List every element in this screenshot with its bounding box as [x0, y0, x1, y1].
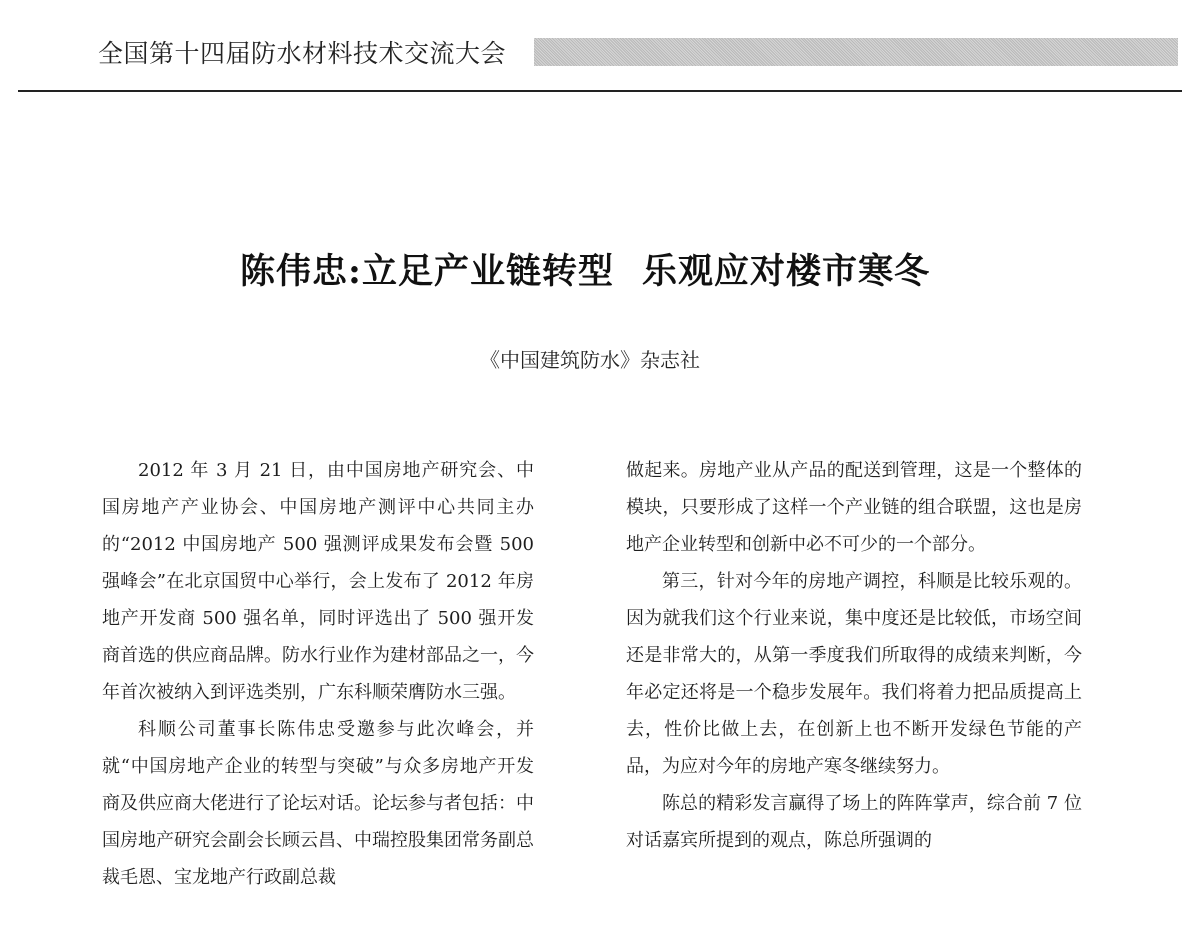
left-column — [102, 452, 534, 896]
paragraph: 做起来。房地产业从产品的配送到管理，这是一个整体的模块，只要形成了这样一个产业链的组合联盟，这也是房地产企业转型和创新中必不可少的一个部分。 — [626, 460, 1082, 555]
paragraph: 第三，针对今年的房地产调控，科顺是比较乐观的。因为就我们这个行业来说，集中度还是比较低，市场空间还是非常大的，从第一季度我们所取得的成绩来判断，今年必定还将是一个稳步发展年。我们将着力把品质提高上去，性价比做上去，在创新上也不断开发绿色节能的产品，为应对今年的房地产寒冬继续努力。 — [626, 571, 1082, 777]
article-title — [0, 244, 1170, 294]
running-header-title: 全国第十四届防水材料技术交流大会 — [98, 39, 507, 68]
article-title-main: 陈伟忠:立足产业链转型 — [240, 251, 614, 292]
header-decorative-band — [534, 38, 1178, 66]
header-rule — [18, 90, 1182, 92]
right-column — [626, 452, 1082, 859]
paragraph: 科顺公司董事长陈伟忠受邀参与此次峰会，并就“中国房地产企业的转型与突破”与众多房地产开发商及供应商大佬进行了论坛对话。论坛参与者包括：中国房地产研究会副会长顾云昌、中瑞控股集团常务副总裁毛恩、宝龙地产行政副总裁 — [102, 719, 534, 888]
page-header — [0, 0, 1200, 100]
paragraph: 陈总的精彩发言赢得了场上的阵阵掌声，综合前 7 位对话嘉宾所提到的观点，陈总所强调的 — [626, 793, 1082, 851]
paragraph: 2012 年 3 月 21 日，由中国房地产研究会、中国房地产产业协会、中国房地产测评中心共同主办的“2012 中国房地产 500 强测评成果发布会暨 500 强峰会”在北京国贸中心举行，会上发布了 2012 年房地产开发商 500 强名单，同时评选出了 500 强开发商首选的供应商品牌。防水行业作为建材部品之一，今年首次被纳入到评选类别，广东科顺荣膺防水三强。 — [102, 460, 534, 703]
article-byline: 《中国建筑防水》杂志社 — [480, 348, 700, 372]
article-title-sub: 乐观应对楼市寒冬 — [641, 251, 930, 292]
